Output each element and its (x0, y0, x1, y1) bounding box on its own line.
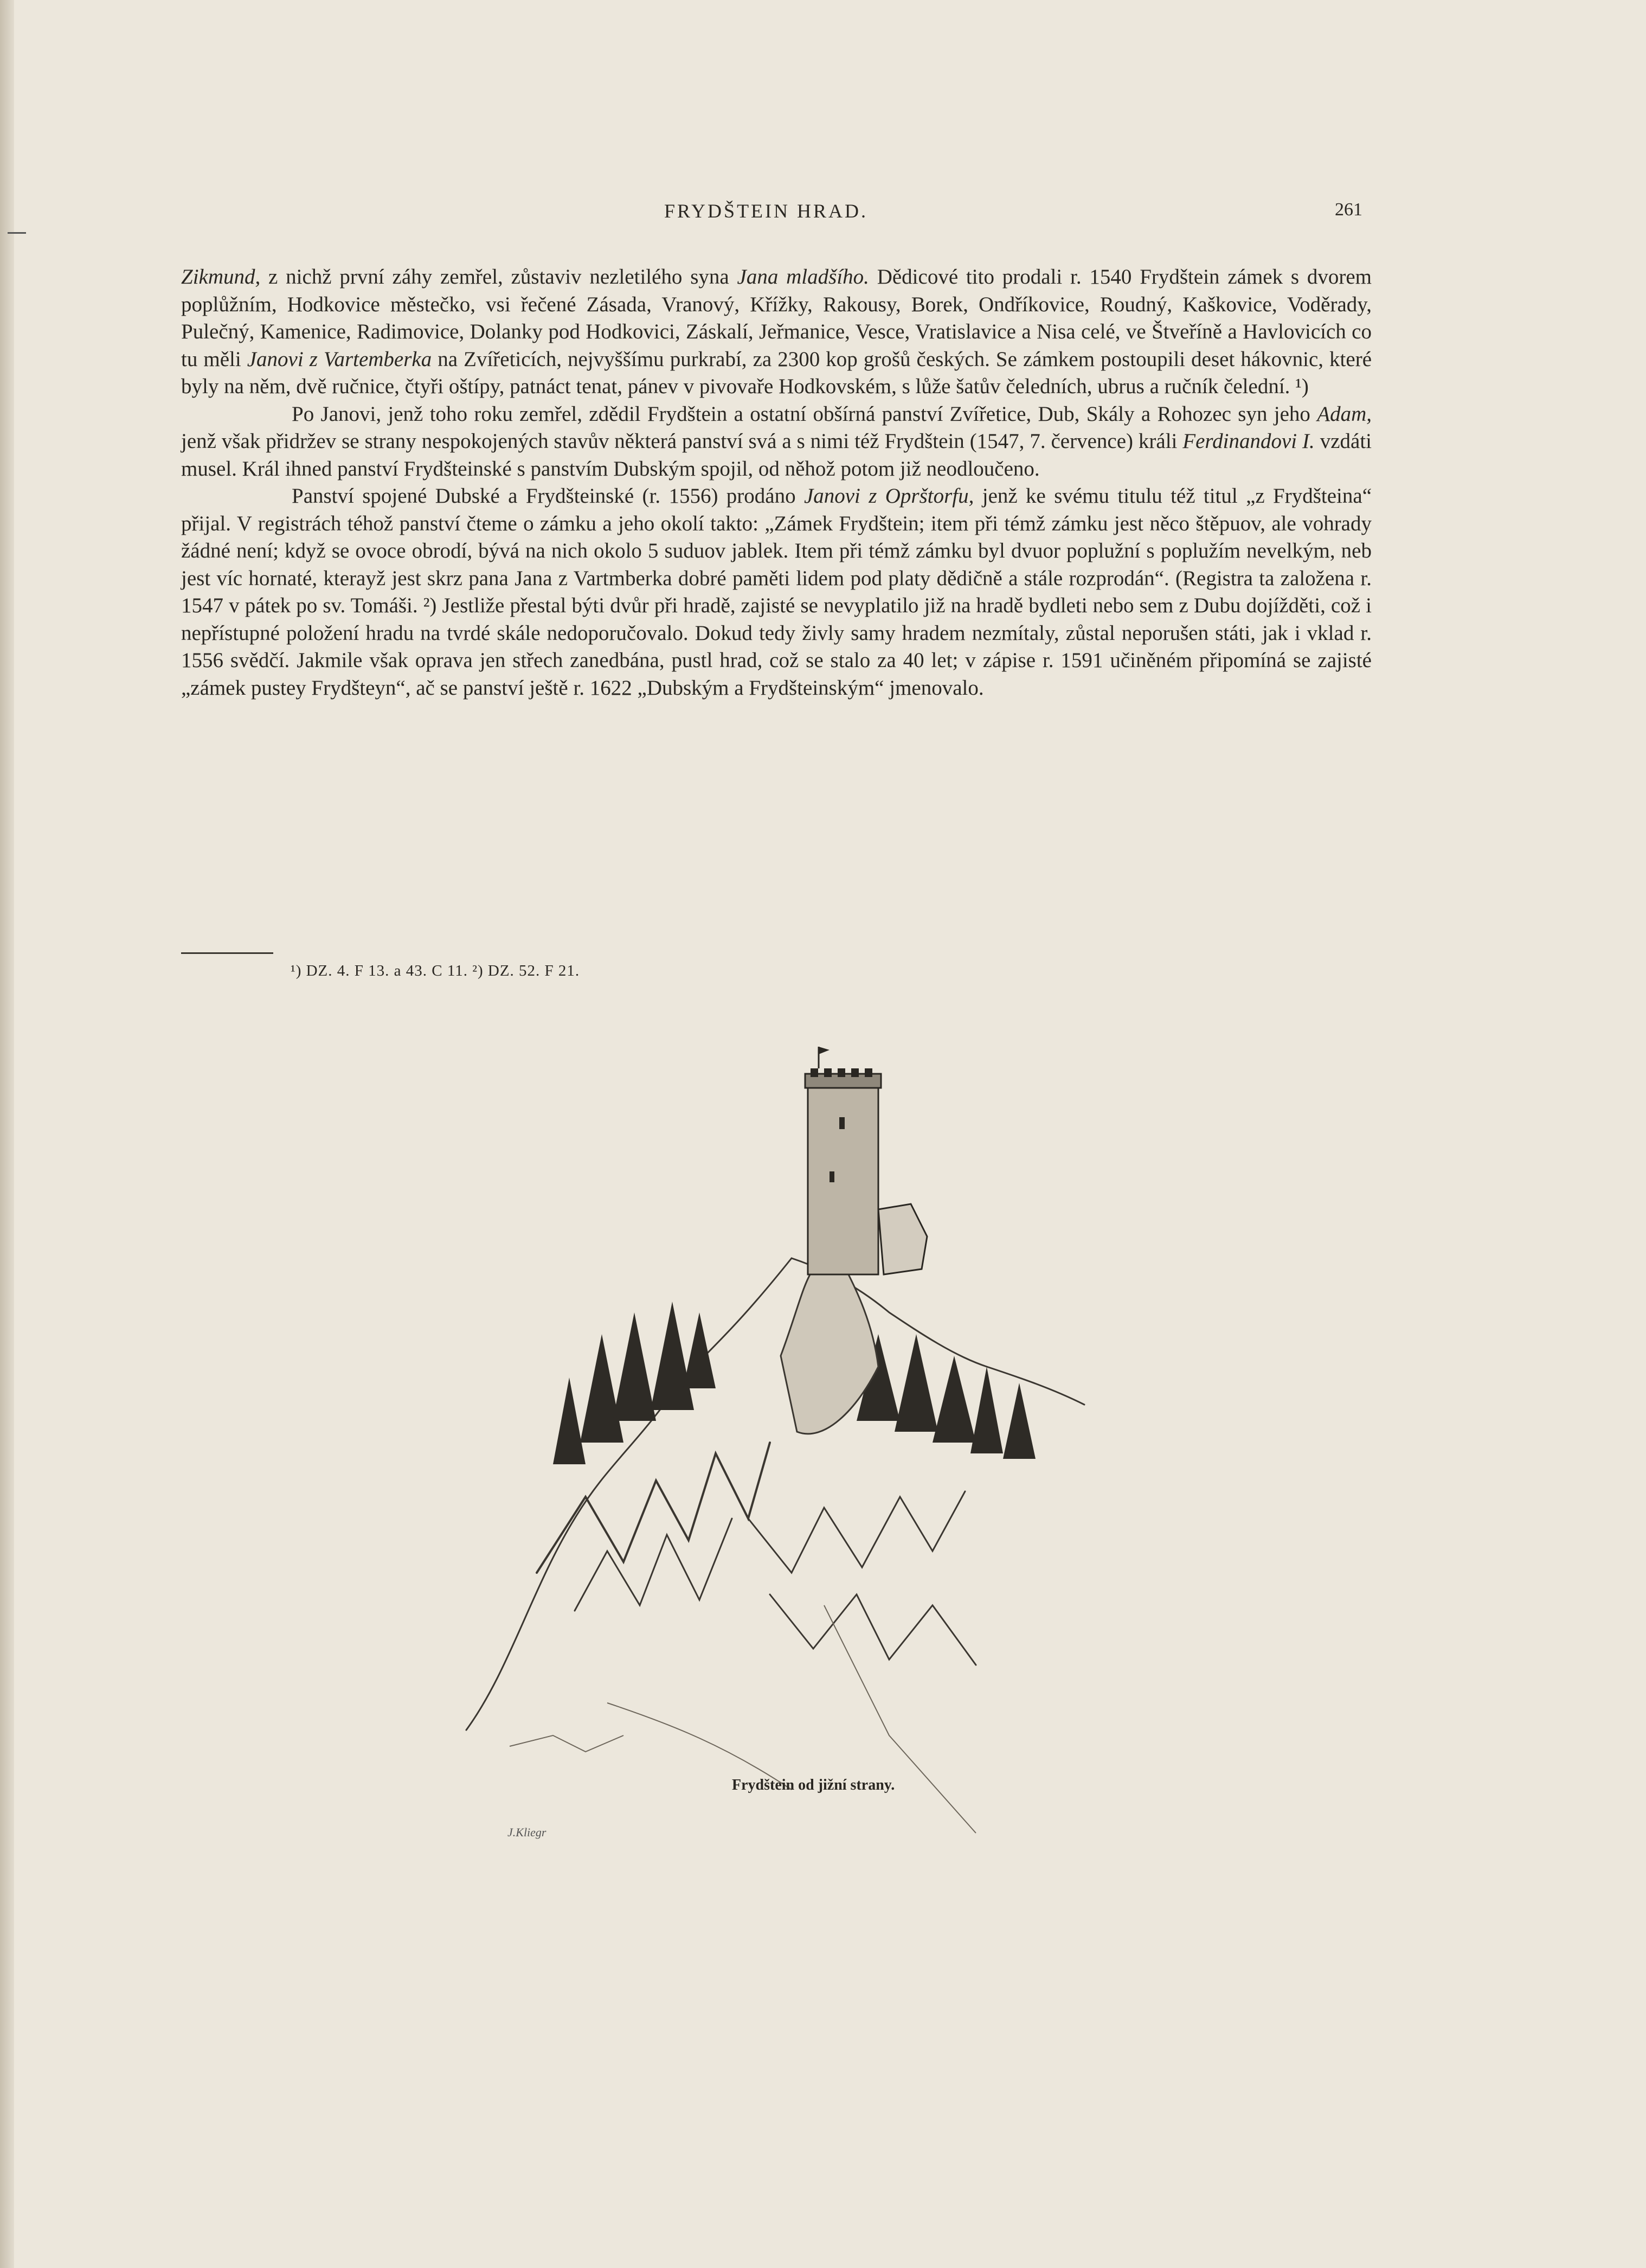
italic-name: Adam, (1317, 402, 1372, 426)
text-run: jenž ke svému titulu též titul „z Frydšteina“ přijal. V registrách téhož panství čteme o zámku a jeho okolí takto: „Zámek Frydštein; item při témž zámku jest něco štěpuov, ale vohrady žádné není; když se ovoce obrodí, bývá na nich okolo 5 suduov jablek. Item při témž zámku byl dvuor poplužní s poplužím nevelkým, neb jest víc hornaté, kterayž jest skrz pana Jana z Vartmberka dobré paměti lidem pod platy dědičně a stále rozprodán“. (Registra ta založena r. 1547 v pátek po sv. Tomáši. ²) Jestliže přestal býti dvůr při hradě, zajisté se nevyplatilo již na hradě bydleti nebo sem z Dubu dojížděti, což i nepřístupné položení hradu na tvrdé skále nedoporučovalo. Dokud tedy živly samy hradem nezmítaly, zůstal neporušen státi, jak i vklad r. 1556 svědčí. Jakmile však oprava jen střech zanedbána, pustl hrad, což se stalo za 40 let; v zápise r. 1591 učiněném připomíná se zajisté „zámek pustey Frydšteyn“, ač se panství ještě r. 1622 „Dubským a Frydšteinským“ jmenovalo. (181, 484, 1372, 700)
book-binding-edge (0, 0, 14, 2268)
footnote: ¹) DZ. 4. F 13. a 43. C 11. ²) DZ. 52. F 21. (291, 962, 580, 979)
text-run: vzdáti musel. Král ihned panství Frydšteinské s panstvím Dubským spojil, od něhož potom již neodloučeno. (181, 430, 1372, 480)
text-run: Po Janovi, jenž toho roku zemřel, zdědil Frydštein a ostatní obšírná panství Zvířetice, Dub, Skály a Rohozec syn jeho (292, 402, 1317, 426)
italic-name: Jana mladšího. (737, 265, 869, 289)
text-run: z nichž první záhy zemřel, zůstaviv nezletilého syna (260, 265, 737, 289)
margin-mark (8, 232, 26, 234)
paragraph (181, 401, 1372, 483)
footnote-rule (181, 952, 273, 954)
italic-name: Janovi z Oprštorfu, (803, 484, 974, 508)
text-run: na Zvířeticích, nejvyššímu purkrabí, za 2300 kop grošů českých. Se zámkem postoupili deset hákovnic, které byly na něm, dvě ručnice, čtyři oštípy, patnáct tenat, pánev v pivovaře Hodkovském, s lůže šatův čeledních, ubrus a ručník čelední. ¹) (181, 347, 1372, 398)
text-run: jenž však přidržev se strany nespokojených stavův některá panství svá a s nimi též Frydštein (1547, 7. července) králi (181, 430, 1183, 453)
italic-name: Zikmund, (181, 265, 261, 289)
illustration-caption: Frydštein od jižní strany. (732, 1777, 895, 1793)
artist-signature: J.Kliegr (507, 1825, 546, 1839)
italic-name: Janovi z Vartemberka (247, 347, 432, 371)
paragraph (181, 483, 1372, 702)
paragraph (181, 264, 1372, 401)
text-run: Panství spojené Dubské a Frydšteinské (r. 1556) prodáno (292, 484, 804, 508)
page-number: 261 (1335, 200, 1362, 220)
body-text (181, 264, 1372, 702)
text-run: Dědicové tito prodali r. 1540 Frydštein zámek s dvorem poplůžním, Hodkovice městečko, vsi řečené Zásada, Vranový, Křížky, Rakousy, Borek, Ondříkovice, Roudný, Kaškovice, Voděrady, Pulečný, Kamenice, Radimovice, Dolanky pod Hodkovici, Záskalí, Jeřmanice, Vesce, Vratislavice a Nisa celé, ve Štveříně a Havlovicích co tu měli (181, 265, 1372, 371)
page-header (0, 200, 1646, 232)
castle-illustration (445, 1030, 1149, 1882)
running-title: FRYDŠTEIN HRAD. (664, 200, 869, 222)
italic-name: Ferdinandovi I. (1182, 430, 1315, 453)
